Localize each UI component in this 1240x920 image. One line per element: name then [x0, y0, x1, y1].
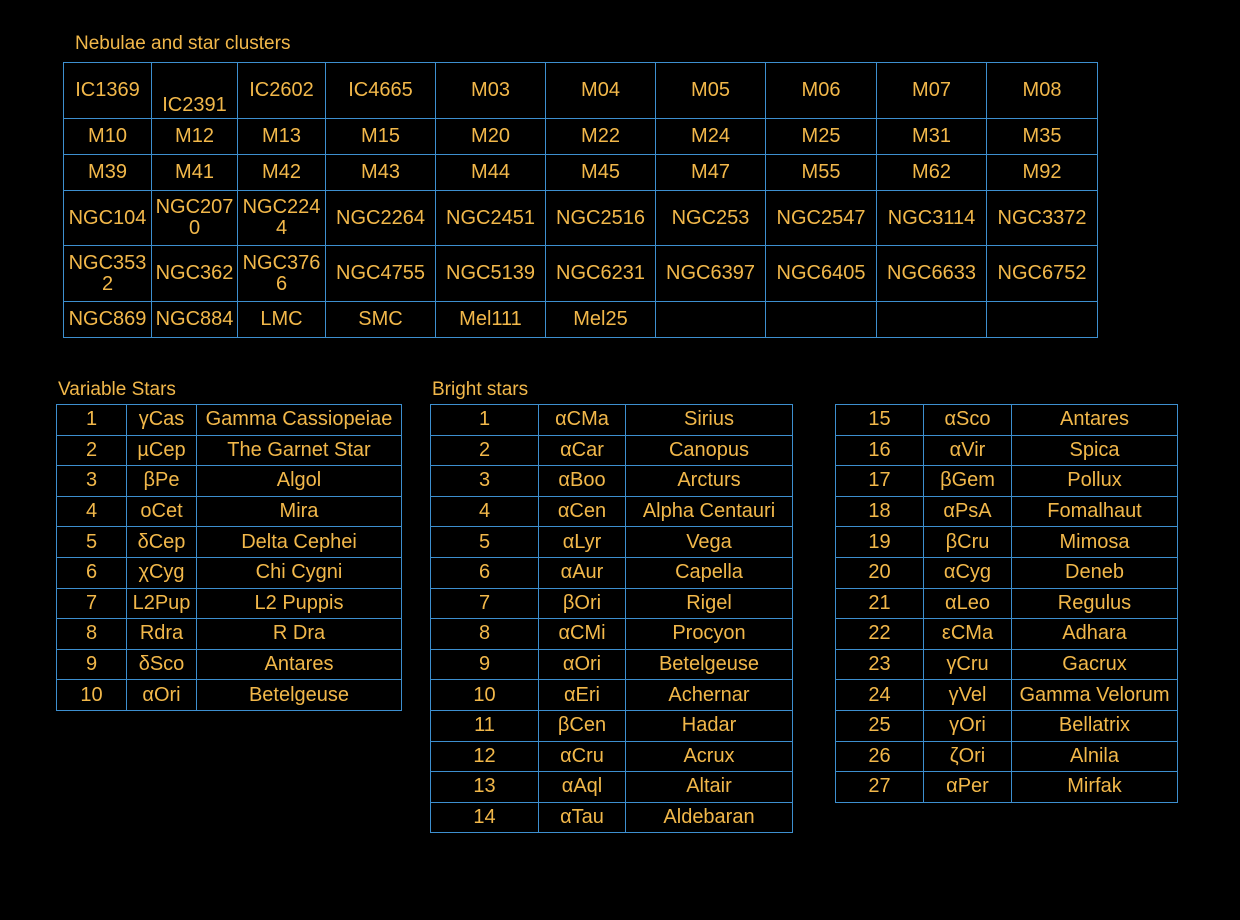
star-row [57, 527, 402, 558]
star-name: Pollux [1012, 466, 1178, 497]
nebula-cell: M15 [326, 119, 436, 155]
star-name: Sirius [626, 405, 793, 436]
nebula-cell [766, 302, 877, 338]
star-number: 18 [836, 496, 924, 527]
star-number: 24 [836, 680, 924, 711]
nebula-cell: M31 [877, 119, 987, 155]
nebula-row [64, 119, 1098, 155]
star-name: Gamma Cassiopeiae [197, 405, 402, 436]
star-name: L2 Puppis [197, 588, 402, 619]
nebula-cell: SMC [326, 302, 436, 338]
star-designation: γCas [127, 405, 197, 436]
star-name: R Dra [197, 619, 402, 650]
star-number: 4 [431, 496, 539, 527]
star-name: Antares [1012, 405, 1178, 436]
nebula-cell: M55 [766, 155, 877, 191]
star-row [431, 710, 793, 741]
star-number: 15 [836, 405, 924, 436]
star-name: Procyon [626, 619, 793, 650]
star-number: 6 [431, 557, 539, 588]
star-designation: εCMa [924, 619, 1012, 650]
nebula-row [64, 246, 1098, 302]
star-row [431, 496, 793, 527]
star-number: 11 [431, 710, 539, 741]
nebula-cell: M06 [766, 63, 877, 119]
star-number: 7 [431, 588, 539, 619]
star-row [431, 588, 793, 619]
nebula-cell [656, 302, 766, 338]
bright-stars-table-left [430, 404, 793, 833]
star-row [431, 435, 793, 466]
nebula-cell: M05 [656, 63, 766, 119]
star-name: Fomalhaut [1012, 496, 1178, 527]
star-name: Rigel [626, 588, 793, 619]
star-number: 19 [836, 527, 924, 558]
nebula-cell: NGC2516 [546, 191, 656, 246]
star-row [836, 588, 1178, 619]
nebula-cell: NGC2547 [766, 191, 877, 246]
star-number: 16 [836, 435, 924, 466]
star-name: Canopus [626, 435, 793, 466]
star-number: 27 [836, 772, 924, 803]
nebula-cell: NGC104 [64, 191, 152, 246]
star-number: 12 [431, 741, 539, 772]
star-designation: αBoo [539, 466, 626, 497]
star-row [836, 435, 1178, 466]
star-name: Alnila [1012, 741, 1178, 772]
star-designation: αPer [924, 772, 1012, 803]
star-name: Delta Cephei [197, 527, 402, 558]
star-row [57, 405, 402, 436]
star-name: Aldebaran [626, 802, 793, 833]
nebula-cell: M45 [546, 155, 656, 191]
nebula-cell: NGC362 [152, 246, 238, 302]
nebula-cell: NGC2264 [326, 191, 436, 246]
star-row [431, 649, 793, 680]
star-row [836, 680, 1178, 711]
star-name: Deneb [1012, 557, 1178, 588]
star-row [836, 496, 1178, 527]
star-number: 10 [57, 680, 127, 711]
star-number: 17 [836, 466, 924, 497]
star-name: Algol [197, 466, 402, 497]
nebula-cell: NGC5139 [436, 246, 546, 302]
bright-stars-caption: Bright stars [432, 379, 529, 400]
star-row [431, 680, 793, 711]
star-number: 8 [57, 619, 127, 650]
nebula-row [64, 63, 1098, 119]
star-row [836, 557, 1178, 588]
star-designation: αCMa [539, 405, 626, 436]
star-designation: αLeo [924, 588, 1012, 619]
nebula-cell: LMC [238, 302, 326, 338]
star-number: 10 [431, 680, 539, 711]
nebula-cell: NGC6633 [877, 246, 987, 302]
nebula-row [64, 302, 1098, 338]
nebula-cell: NGC3114 [877, 191, 987, 246]
nebula-cell: M47 [656, 155, 766, 191]
star-designation: αOri [127, 680, 197, 711]
nebula-cell: M25 [766, 119, 877, 155]
nebula-row [64, 155, 1098, 191]
nebulae-table [63, 62, 1098, 338]
star-designation: βPe [127, 466, 197, 497]
star-designation: αSco [924, 405, 1012, 436]
star-number: 5 [431, 527, 539, 558]
star-row [431, 741, 793, 772]
star-name: Betelgeuse [197, 680, 402, 711]
nebula-cell: NGC2451 [436, 191, 546, 246]
nebula-cell: NGC207 0 [152, 191, 238, 246]
star-row [57, 496, 402, 527]
star-number: 23 [836, 649, 924, 680]
star-row [431, 772, 793, 803]
nebula-cell: M24 [656, 119, 766, 155]
nebula-cell: NGC6752 [987, 246, 1098, 302]
star-name: Achernar [626, 680, 793, 711]
variable-stars-table [56, 404, 402, 711]
star-name: Adhara [1012, 619, 1178, 650]
nebula-cell: M43 [326, 155, 436, 191]
star-row [431, 466, 793, 497]
nebula-cell: M08 [987, 63, 1098, 119]
star-designation: αCyg [924, 557, 1012, 588]
nebula-cell: NGC353 2 [64, 246, 152, 302]
star-number: 1 [431, 405, 539, 436]
nebula-cell: NGC6397 [656, 246, 766, 302]
star-row [836, 527, 1178, 558]
star-designation: αAur [539, 557, 626, 588]
nebula-cell: M03 [436, 63, 546, 119]
star-number: 20 [836, 557, 924, 588]
star-name: Vega [626, 527, 793, 558]
star-row [431, 557, 793, 588]
star-name: Capella [626, 557, 793, 588]
star-row [57, 588, 402, 619]
star-row [836, 466, 1178, 497]
star-name: Mirfak [1012, 772, 1178, 803]
star-number: 5 [57, 527, 127, 558]
star-number: 14 [431, 802, 539, 833]
star-name: Regulus [1012, 588, 1178, 619]
nebula-cell: Mel111 [436, 302, 546, 338]
nebula-cell: NGC253 [656, 191, 766, 246]
star-designation: αPsA [924, 496, 1012, 527]
star-number: 2 [57, 435, 127, 466]
nebula-cell: M04 [546, 63, 656, 119]
nebula-cell: M10 [64, 119, 152, 155]
star-designation: αCMi [539, 619, 626, 650]
star-designation: δCep [127, 527, 197, 558]
star-designation: αAql [539, 772, 626, 803]
star-name: Mira [197, 496, 402, 527]
nebula-cell [987, 302, 1098, 338]
star-row [431, 619, 793, 650]
star-row [431, 405, 793, 436]
star-name: Antares [197, 649, 402, 680]
star-designation: ζOri [924, 741, 1012, 772]
star-designation: γOri [924, 710, 1012, 741]
nebula-cell: M62 [877, 155, 987, 191]
star-designation: βCen [539, 710, 626, 741]
star-name: Chi Cygni [197, 557, 402, 588]
star-number: 1 [57, 405, 127, 436]
star-row [57, 619, 402, 650]
star-number: 3 [431, 466, 539, 497]
star-number: 2 [431, 435, 539, 466]
nebula-cell: NGC3372 [987, 191, 1098, 246]
nebula-cell: M22 [546, 119, 656, 155]
star-number: 9 [431, 649, 539, 680]
star-number: 21 [836, 588, 924, 619]
star-designation: αCen [539, 496, 626, 527]
star-row [57, 435, 402, 466]
star-designation: Rdra [127, 619, 197, 650]
star-designation: L2Pup [127, 588, 197, 619]
nebula-cell: IC2602 [238, 63, 326, 119]
star-row [431, 802, 793, 833]
star-row [431, 527, 793, 558]
star-number: 13 [431, 772, 539, 803]
nebula-cell: M44 [436, 155, 546, 191]
star-number: 25 [836, 710, 924, 741]
star-name: Alpha Centauri [626, 496, 793, 527]
nebula-cell: NGC884 [152, 302, 238, 338]
nebula-cell: NGC6405 [766, 246, 877, 302]
star-number: 9 [57, 649, 127, 680]
star-number: 22 [836, 619, 924, 650]
nebula-cell: M42 [238, 155, 326, 191]
star-designation: χCyg [127, 557, 197, 588]
nebula-cell: M07 [877, 63, 987, 119]
nebula-cell: NGC869 [64, 302, 152, 338]
nebula-cell: IC1369 [64, 63, 152, 119]
star-name: Altair [626, 772, 793, 803]
star-row [836, 772, 1178, 803]
star-name: Gacrux [1012, 649, 1178, 680]
star-designation: αCru [539, 741, 626, 772]
nebula-cell: M35 [987, 119, 1098, 155]
star-designation: αEri [539, 680, 626, 711]
nebula-cell: IC4665 [326, 63, 436, 119]
nebula-cell: NGC224 4 [238, 191, 326, 246]
star-designation: γCru [924, 649, 1012, 680]
star-name: Betelgeuse [626, 649, 793, 680]
nebula-cell: M20 [436, 119, 546, 155]
star-designation: αOri [539, 649, 626, 680]
star-designation: µCep [127, 435, 197, 466]
star-name: Acrux [626, 741, 793, 772]
star-name: Hadar [626, 710, 793, 741]
star-row [836, 741, 1178, 772]
star-designation: αVir [924, 435, 1012, 466]
star-designation: δSco [127, 649, 197, 680]
nebula-row [64, 191, 1098, 246]
nebula-cell: M39 [64, 155, 152, 191]
star-row [57, 557, 402, 588]
star-number: 3 [57, 466, 127, 497]
star-number: 8 [431, 619, 539, 650]
star-number: 4 [57, 496, 127, 527]
nebula-cell: M12 [152, 119, 238, 155]
star-name: The Garnet Star [197, 435, 402, 466]
star-name: Gamma Velorum [1012, 680, 1178, 711]
bright-stars-table-right [835, 404, 1178, 803]
star-designation: αCar [539, 435, 626, 466]
star-designation: βCru [924, 527, 1012, 558]
star-row [836, 405, 1178, 436]
star-designation: βGem [924, 466, 1012, 497]
star-name: Mimosa [1012, 527, 1178, 558]
star-row [57, 466, 402, 497]
nebula-cell [877, 302, 987, 338]
star-row [836, 649, 1178, 680]
star-designation: αTau [539, 802, 626, 833]
nebulae-caption: Nebulae and star clusters [75, 33, 291, 54]
star-designation: γVel [924, 680, 1012, 711]
variable-stars-caption: Variable Stars [58, 379, 176, 400]
nebula-cell: M92 [987, 155, 1098, 191]
star-row [57, 680, 402, 711]
star-designation: αLyr [539, 527, 626, 558]
star-designation: oCet [127, 496, 197, 527]
star-row [57, 649, 402, 680]
nebula-cell: NGC6231 [546, 246, 656, 302]
nebula-cell: NGC376 6 [238, 246, 326, 302]
star-number: 26 [836, 741, 924, 772]
nebula-cell: IC2391 [152, 63, 238, 119]
star-name: Arcturs [626, 466, 793, 497]
star-row [836, 710, 1178, 741]
star-name: Spica [1012, 435, 1178, 466]
nebula-cell: NGC4755 [326, 246, 436, 302]
star-row [836, 619, 1178, 650]
star-number: 6 [57, 557, 127, 588]
nebula-cell: M13 [238, 119, 326, 155]
star-name: Bellatrix [1012, 710, 1178, 741]
nebula-cell: Mel25 [546, 302, 656, 338]
star-designation: βOri [539, 588, 626, 619]
nebula-cell: M41 [152, 155, 238, 191]
star-number: 7 [57, 588, 127, 619]
